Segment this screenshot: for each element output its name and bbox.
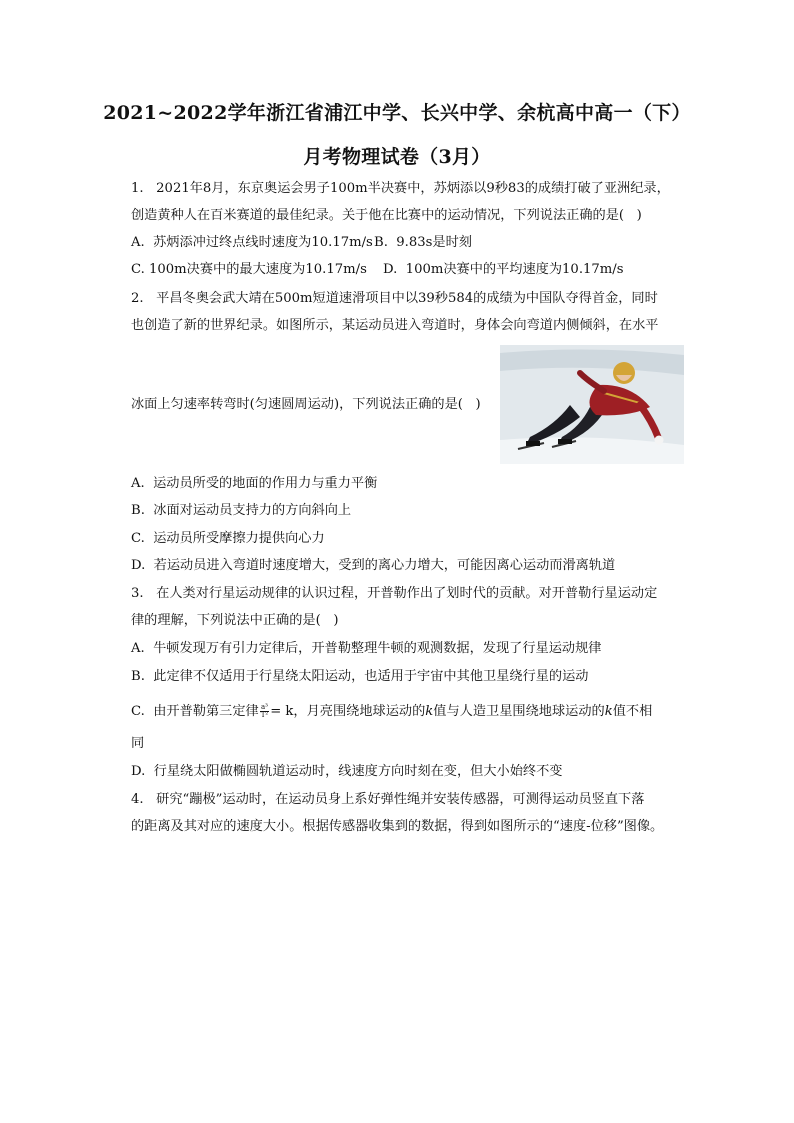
- q2-option-d: D. 若运动员进入弯道时速度增大，受到的离心力增大，可能因离心运动而滑离轨道: [131, 558, 616, 573]
- q2-option-a: A. 运动员所受的地面的作用力与重力平衡: [131, 476, 378, 491]
- q3-stem-line2: 律的理解，下列说法中正确的是( ): [131, 613, 339, 628]
- q2-option-b: B. 冰面对运动员支持力的方向斜向上: [131, 503, 352, 518]
- q3-stem-line1: 3. 在人类对行星运动规律的认识过程，开普勒作出了划时代的贡献。对开普勒行星运动定: [131, 586, 658, 601]
- q3-option-c-middle: 值与人造卫星围绕地球运动的: [433, 704, 605, 719]
- q3-option-c: [131, 703, 652, 721]
- fraction-denominator: T²: [260, 711, 269, 719]
- q3-option-c-suffix: 值不相: [612, 704, 653, 719]
- kepler-third-law-fraction: [260, 704, 269, 719]
- q3-option-c-k-symbol: k: [425, 704, 434, 719]
- exam-title-line1: 2021~2022学年浙江省浦江中学、长兴中学、余杭高中高一（下）: [103, 102, 691, 124]
- q3-option-c-k-symbol-2: k: [604, 704, 613, 719]
- q3-option-c-equation: = k，月亮围绕地球运动的: [270, 704, 426, 719]
- q3-option-c-line2: 同: [131, 736, 145, 751]
- q1-stem-line1: 1. 2021年8月，东京奥运会男子100m半决赛中，苏炳添以9秒83的成绩打破了亚洲纪录，: [131, 181, 670, 196]
- speed-skater-photo: [500, 345, 684, 464]
- exam-title-line2: 月考物理试卷（3月）: [303, 146, 491, 168]
- q1-option-a: A. 苏炳添冲过终点线时速度为10.17m/s: [131, 235, 373, 250]
- q3-option-b: B. 此定律不仅适用于行星绕太阳运动，也适用于宇宙中其他卫星绕行星的运动: [131, 669, 589, 684]
- q3-option-a: A. 牛顿发现万有引力定律后，开普勒整理牛顿的观测数据，发现了行星运动规律: [131, 641, 602, 656]
- q1-option-b: B. 9.83s是时刻: [374, 235, 472, 250]
- q1-option-d: D. 100m决赛中的平均速度为10.17m/s: [383, 262, 624, 277]
- q3-option-d: D. 行星绕太阳做椭圆轨道运动时，线速度方向时刻在变，但大小始终不变: [131, 764, 563, 779]
- q1-option-c: C. 100m决赛中的最大速度为10.17m/s: [131, 262, 367, 277]
- q1-stem-line2: 创造黄种人在百米赛道的最佳纪录。关于他在比赛中的运动情况，下列说法正确的是( ): [131, 208, 642, 223]
- q4-stem-line2: 的距离及其对应的速度大小。根据传感器收集到的数据，得到如图所示的“速度-位移”图像。: [131, 819, 664, 834]
- q4-stem-line1: 4. 研究“蹦极”运动时，在运动员身上系好弹性绳并安装传感器，可测得运动员竖直下落: [131, 792, 645, 807]
- q2-stem-line2: 也创造了新的世界纪录。如图所示，某运动员进入弯道时，身体会向弯道内侧倾斜，在水平: [131, 318, 659, 333]
- q2-option-c: C. 运动员所受摩擦力提供向心力: [131, 531, 325, 546]
- fraction-numerator: a³: [260, 703, 268, 711]
- speed-skater-illustration: [500, 345, 684, 464]
- q2-stem-line1: 2. 平昌冬奥会武大靖在500m短道速滑项目中以39秒584的成绩为中国队夺得首金，同时: [131, 291, 658, 306]
- q2-stem-line3: 冰面上匀速率转弯时(匀速圆周运动)，下列说法正确的是( ): [131, 397, 481, 412]
- q3-option-c-prefix: C. 由开普勒第三定律: [131, 704, 259, 719]
